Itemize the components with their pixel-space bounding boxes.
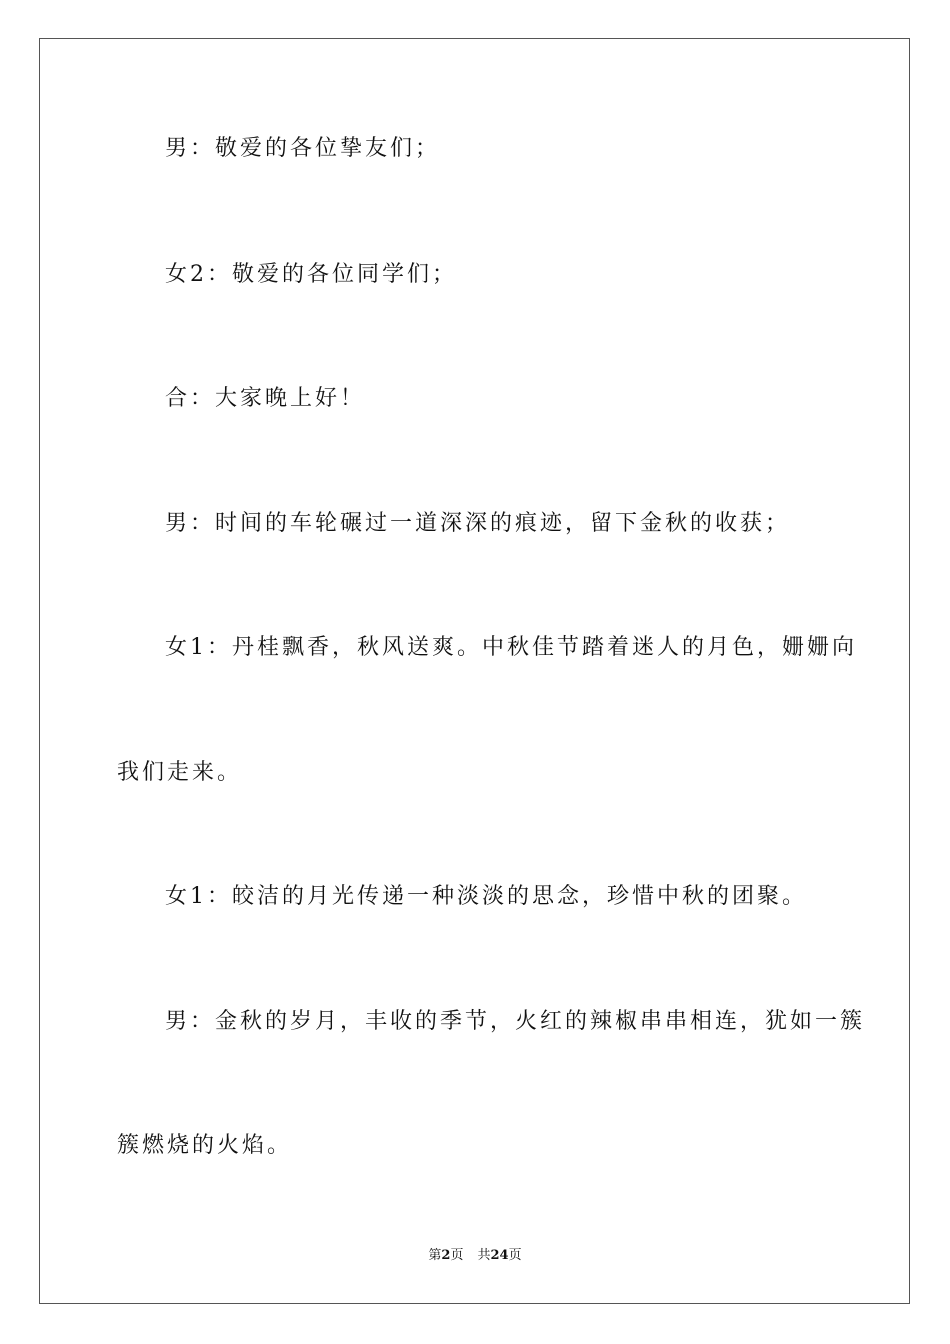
page-border <box>39 38 910 1304</box>
dialogue-line: 女1：丹桂飘香，秋风送爽。中秋佳节踏着迷人的月色，姗姗向 <box>165 635 857 660</box>
dialogue-line-continuation: 簇燃烧的火焰。 <box>117 1133 293 1158</box>
page-prefix: 第 <box>428 1248 442 1263</box>
page-footer <box>0 1248 950 1264</box>
total-suffix: 页 <box>508 1248 522 1263</box>
dialogue-line: 男：金秋的岁月，丰收的季节，火红的辣椒串串相连，犹如一簇 <box>165 1009 866 1034</box>
page-suffix: 页 <box>450 1248 464 1263</box>
dialogue-line: 男：时间的车轮碾过一道深深的痕迹，留下金秋的收获； <box>165 511 791 536</box>
dialogue-line: 合：大家晚上好！ <box>165 386 366 411</box>
page-number: 2 <box>441 1248 451 1263</box>
total-prefix: 共 <box>477 1248 491 1263</box>
dialogue-line: 女1：皎洁的月光传递一种淡淡的思念，珍惜中秋的团聚。 <box>165 884 807 909</box>
dialogue-line: 男：敬爱的各位挚友们； <box>165 136 441 161</box>
total-pages: 24 <box>490 1248 509 1263</box>
dialogue-line: 女2：敬爱的各位同学们； <box>165 262 457 287</box>
dialogue-line-continuation: 我们走来。 <box>117 760 243 785</box>
